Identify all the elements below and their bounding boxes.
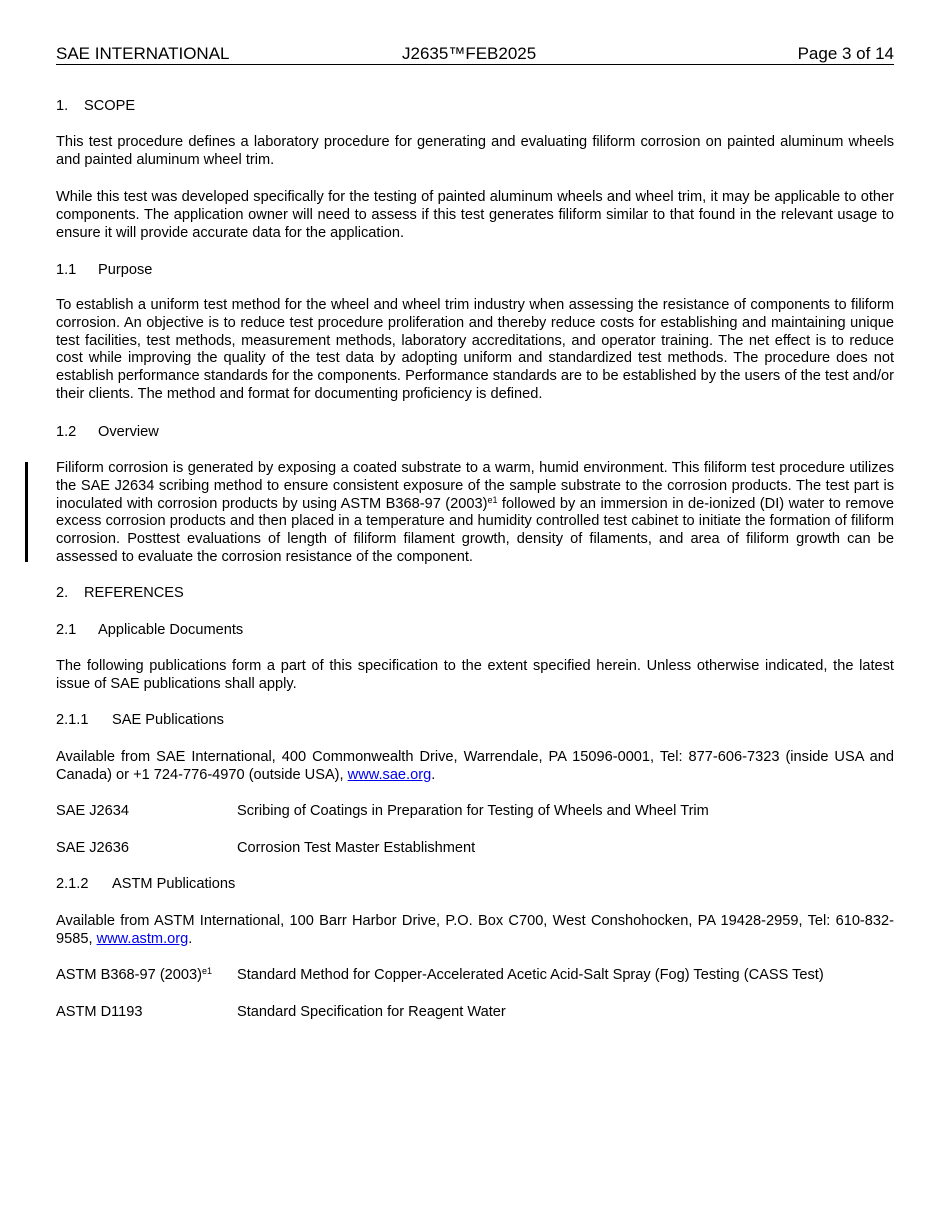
scope-paragraph-2: While this test was developed specifically for the testing of painted aluminum wheels and wheel trim, it may be applicable to other components. The application owner will need to assess if this test generates filiform similar to that found in the relevant usage to ensure it will provide accurate data for the application.: [56, 189, 894, 241]
section-title: SCOPE: [84, 98, 136, 114]
reference-row: [56, 1004, 894, 1022]
section-1-2-heading: [56, 424, 894, 442]
section-number: 1.: [56, 98, 69, 114]
reference-row: [56, 967, 894, 985]
section-2-heading: [56, 585, 894, 603]
section-number: 2.: [56, 585, 69, 601]
reference-title: Standard Specification for Reagent Water: [237, 1004, 506, 1020]
section-number: 1.1: [56, 262, 77, 278]
reference-id: ASTM B368-97 $(2003)^{e1}$: [56, 966, 213, 983]
header-doc-id: J2635™FEB2025: [402, 44, 537, 63]
header-org: SAE INTERNATIONAL: [56, 44, 230, 63]
section-title: Purpose: [98, 262, 153, 278]
reference-id: ASTM D1193: [56, 1004, 143, 1020]
purpose-paragraph: To establish a uniform test method for the wheel and wheel trim industry when assessing the resistance of components to filiform corrosion. An objective is to reduce test procedure proliferation and thereby reduce costs for establishing and maintaining unique test facilities, test methods, measurement methods, laboratory accreditations, and operator training. The net effect is to reduce cost while improving the quality of the test data by adopting uniform and standardized test methods. The procedure does not establish performance standards for the components. Performance standards are to be established by the users of the test and/or their clients. The method and format for documenting proficiency is defined.: [56, 297, 894, 402]
reference-id: SAE J2634: [56, 803, 130, 819]
section-title: REFERENCES: [84, 585, 184, 601]
reference-title: Standard Method for Copper-Accelerated Acetic Acid-Salt Spray (Fog) Testing (CASS Test): [237, 967, 824, 983]
sae-availability-paragraph: Available from SAE International, 400 Commonwealth Drive, Warrendale, PA 15096-0001, Tel: 877-606-7323 (inside USA and Canada) or +1 724-776-4970 (outside USA), www.sae.org.: [56, 749, 894, 783]
astm-availability-paragraph: Available from ASTM International, 100 Barr Harbor Drive, P.O. Box C700, West Conshohocken, PA 19428-2959, Tel: 610-832-9585, www.astm.org.: [56, 913, 894, 947]
section-1-1-heading: [56, 262, 894, 280]
section-title: ASTM Publications: [112, 876, 236, 892]
revision-change-bar: [25, 462, 28, 562]
applicable-documents-paragraph: The following publications form a part of this specification to the extent specified herein. Unless otherwise indicated, the latest issue of SAE publications shall apply.: [56, 658, 894, 692]
section-1-heading: [56, 98, 894, 116]
reference-id: SAE J2636: [56, 840, 130, 856]
section-number: 2.1.2: [56, 876, 89, 892]
page-header: [56, 44, 894, 65]
section-2-1-2-heading: [56, 876, 894, 894]
header-page-number: Page 3 of 14: [797, 44, 894, 63]
reference-row: [56, 840, 894, 858]
astm-website-link[interactable]: www.astm.org: [96, 930, 189, 947]
overview-paragraph: Filiform corrosion is generated by exposing a coated substrate to a warm, humid environment. This filiform test procedure utilizes the SAE J2634 scribing method to ensure consistent exposure of the sample substrate to the corrosion products. The test part is inoculated with corrosion products by using ASTM B368-97 $(2003)^{e1}$ followed by an immersion in de-ionized (DI) water to remove excess corrosion products and then placed in a temperature and humidity controlled test cabinet to initiate the formation of filiform corrosion. Posttest evaluations of length of filiform filament growth, density of filaments, and area of filiform growth can be assessed to evaluate the corrosion resistance of the component.: [56, 460, 894, 565]
sae-website-link[interactable]: www.sae.org: [347, 766, 432, 783]
reference-title: Scribing of Coatings in Preparation for Testing of Wheels and Wheel Trim: [237, 803, 709, 819]
section-number: 2.1.1: [56, 712, 89, 728]
scope-paragraph-1: This test procedure defines a laboratory procedure for generating and evaluating filiform corrosion on painted aluminum wheels and painted aluminum wheel trim.: [56, 134, 894, 168]
section-2-1-1-heading: [56, 712, 894, 730]
edition-superscript: e1: [487, 494, 498, 505]
section-title: Applicable Documents: [98, 622, 244, 638]
section-number: 2.1: [56, 622, 77, 638]
section-title: SAE Publications: [112, 712, 224, 728]
section-2-1-heading: [56, 622, 894, 640]
reference-title: Corrosion Test Master Establishment: [237, 840, 476, 856]
reference-row: [56, 803, 894, 821]
edition-superscript: e1: [202, 966, 213, 976]
section-number: 1.2: [56, 424, 77, 440]
section-title: Overview: [98, 424, 159, 440]
